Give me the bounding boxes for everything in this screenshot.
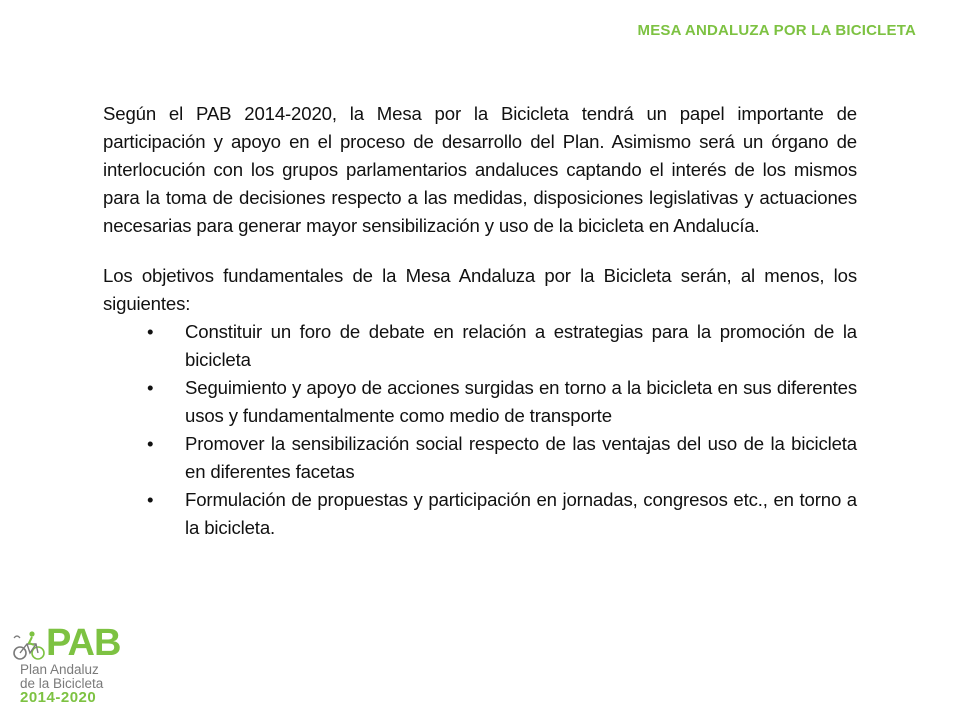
slide-content xyxy=(103,100,857,542)
cyclist-icon xyxy=(12,630,48,662)
list-item-text: Constituir un foro de debate en relación a estrategias para la promoción de la bicicleta xyxy=(185,321,857,370)
logo-years: 2014-2020 xyxy=(20,689,97,706)
pab-logo xyxy=(12,622,122,706)
bullet-icon: • xyxy=(147,377,154,398)
list-item xyxy=(103,374,857,430)
logo-acronym: PAB xyxy=(46,622,121,664)
list-item-text: Seguimiento y apoyo de acciones surgidas en torno a la bicicleta en sus diferentes usos y fundamentalmente como medio de transporte xyxy=(185,377,857,426)
list-item-text: Promover la sensibilización social respecto de las ventajas del uso de la bicicleta en diferentes facetas xyxy=(185,433,857,482)
list-item xyxy=(103,430,857,486)
bullet-icon: • xyxy=(147,433,154,454)
objectives-list xyxy=(103,318,857,542)
bullet-icon: • xyxy=(147,321,154,342)
header-title: MESA ANDALUZA POR LA BICICLETA xyxy=(637,22,916,39)
list-item-text: Formulación de propuestas y participación en jornadas, congresos etc., en torno a la bicicleta. xyxy=(185,489,857,538)
objectives-intro: Los objetivos fundamentales de la Mesa Andaluza por la Bicicleta serán, al menos, los siguientes: xyxy=(103,265,857,314)
list-item xyxy=(103,486,857,542)
bullet-icon: • xyxy=(147,489,154,510)
logo-line-2: de la Bicicleta xyxy=(20,676,104,691)
logo-line-1: Plan Andaluz xyxy=(20,662,99,677)
list-item xyxy=(103,318,857,374)
intro-paragraph: Según el PAB 2014-2020, la Mesa por la Bicicleta tendrá un papel importante de participación y apoyo en el proceso de desarrollo del Plan. Asimismo será un órgano de interlocución con los grupos parlamentarios andaluces captando el interés de los mismos para la toma de decisiones respecto a las medidas, disposiciones legislativas y actuaciones necesarias para generar mayor sensibilización y uso de la bicicleta en Andalucía. xyxy=(103,103,857,236)
